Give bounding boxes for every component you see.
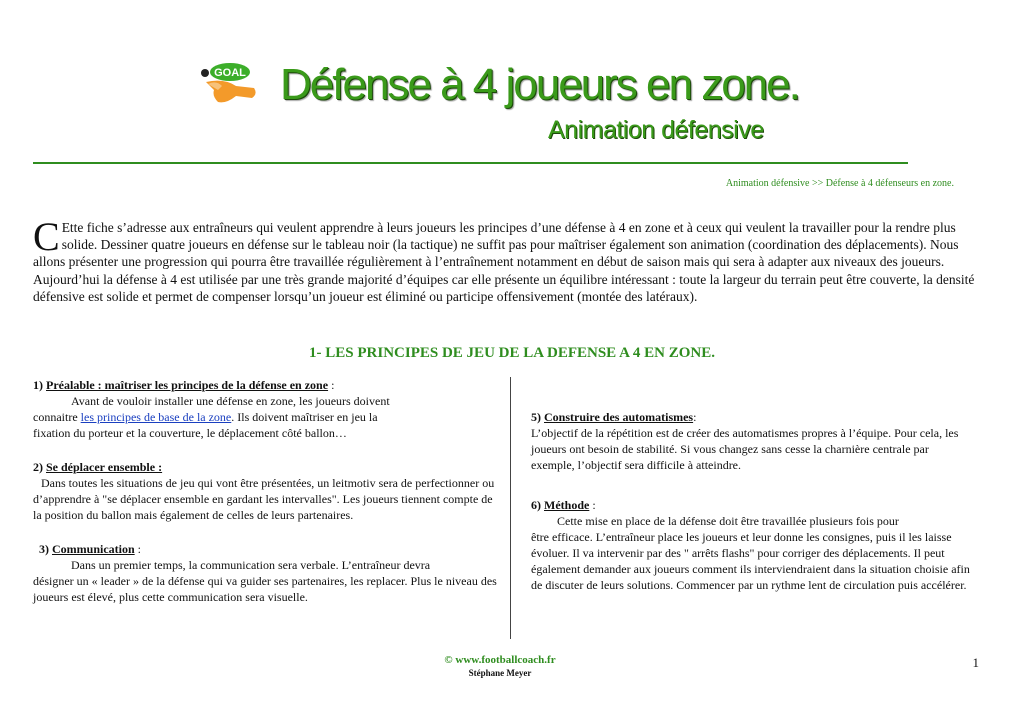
- section-title: Construire des automatismes: [544, 410, 694, 424]
- section-title: Méthode: [544, 498, 590, 512]
- logo-text: GOAL: [214, 67, 246, 79]
- header-divider: [33, 162, 908, 164]
- drop-cap: C: [33, 214, 60, 259]
- section-deplacer: 2) Se déplacer ensemble : Dans toutes les situations de jeu qui vont être présentées, un leitmotiv sera de perfectionner ou d’apprendre à "se déplacer ensemble en gardant les intervalles". Les joueurs tiennent compte de la position du ballon mais également de celles de leurs partenaires.: [33, 460, 495, 522]
- intro-text: [33, 214, 977, 305]
- intro-paragraph-1: C Ette fiche s’adresse aux entraîneurs qui veulent apprendre à leurs joueurs les principes d’une défense à 4 en zone et à ceux qui veulent la travailler pour la rendre plus solide. Dessiner quatre joueurs en défense sur le tableau noir (la tactique) ne suffit pas pour maîtriser également son animation (coordination des déplacements). Nous allons présenter une progression qui pourra être travaillée régulièrement à l’entraînement notamment en début de saison mais qui sera à adapter aux niveaux des joueurs.: [33, 214, 959, 270]
- footer-website: © www.footballcoach.fr: [444, 654, 556, 666]
- breadcrumb: Animation défensive >> Défense à 4 défenseurs en zone.: [725, 178, 954, 189]
- page-number: 1: [972, 655, 979, 670]
- section-title: Se déplacer ensemble :: [46, 460, 163, 474]
- right-column: [531, 409, 973, 605]
- section-title: Communication: [52, 542, 135, 556]
- zone-principles-link[interactable]: les principes de base de la zone: [80, 410, 232, 424]
- section-communication: 3) Communication : Dans un premier temps, la communication sera verbale. L’entraîneur devra désigner un « leader » de la défense qui va guider ses partenaires, les replacer. Plus le niveau des joueurs est élevé, plus cette communication sera visuelle.: [33, 542, 497, 604]
- intro-paragraph-2: Aujourd’hui la défense à 4 est utilisée par une très grande majorité d’équipes car elle présente un équilibre intéressant : toute la largeur du terrain peut être couverte, la densité défensive est solide et permet de compenser lorsqu’un joueur est éliminé ou participe offensivement (montée des latéraux).: [33, 271, 975, 304]
- section-prealable: 1) Préalable : maîtriser les principes de la défense en zone : Avant de vouloir installer une défense en zone, les joueurs doivent connaitre les principes de base de la zone. Ils doivent maîtriser en jeu la fixation du porteur et la couverture, le déplacement côté ballon…: [33, 378, 390, 440]
- section-automatismes: 5) Construire des automatismes: L’objectif de la répétition est de créer des automatismes propres à l’équipe. Pour cela, les joueurs ont besoin de stabilité. Si vous changez sans cesse la charnière centrale par exemple, l’objectif sera difficile à atteindre.: [531, 410, 959, 472]
- section-heading: 1- LES PRINCIPES DE JEU DE LA DEFENSE A 4 EN ZONE.: [309, 345, 715, 361]
- section-title: Préalable : maîtriser les principes de la défense en zone: [46, 378, 329, 392]
- column-divider: [510, 377, 511, 639]
- left-column: [33, 377, 499, 617]
- logo-ball: [201, 69, 209, 77]
- document-title: Défense à 4 joueurs en zone.: [280, 60, 799, 109]
- document-subtitle: Animation défensive: [548, 116, 764, 144]
- section-methode: 6) Méthode : Cette mise en place de la défense doit être travaillée plusieurs fois pour être efficace. L’entraîneur place les joueurs et leur donne les consignes, puis il les laisse évoluer. Il va intervenir par des " arrêts flashs" pour corriger des déplacements. Il peut également demander aux joueurs comment ils interviendraient dans la situation choisie afin de discuter de leurs solutions. Commencer par un rythme lent de circulation puis accélérer.: [531, 498, 970, 592]
- goalkeeper-logo: [196, 60, 268, 110]
- footer-author: Stéphane Meyer: [468, 668, 532, 678]
